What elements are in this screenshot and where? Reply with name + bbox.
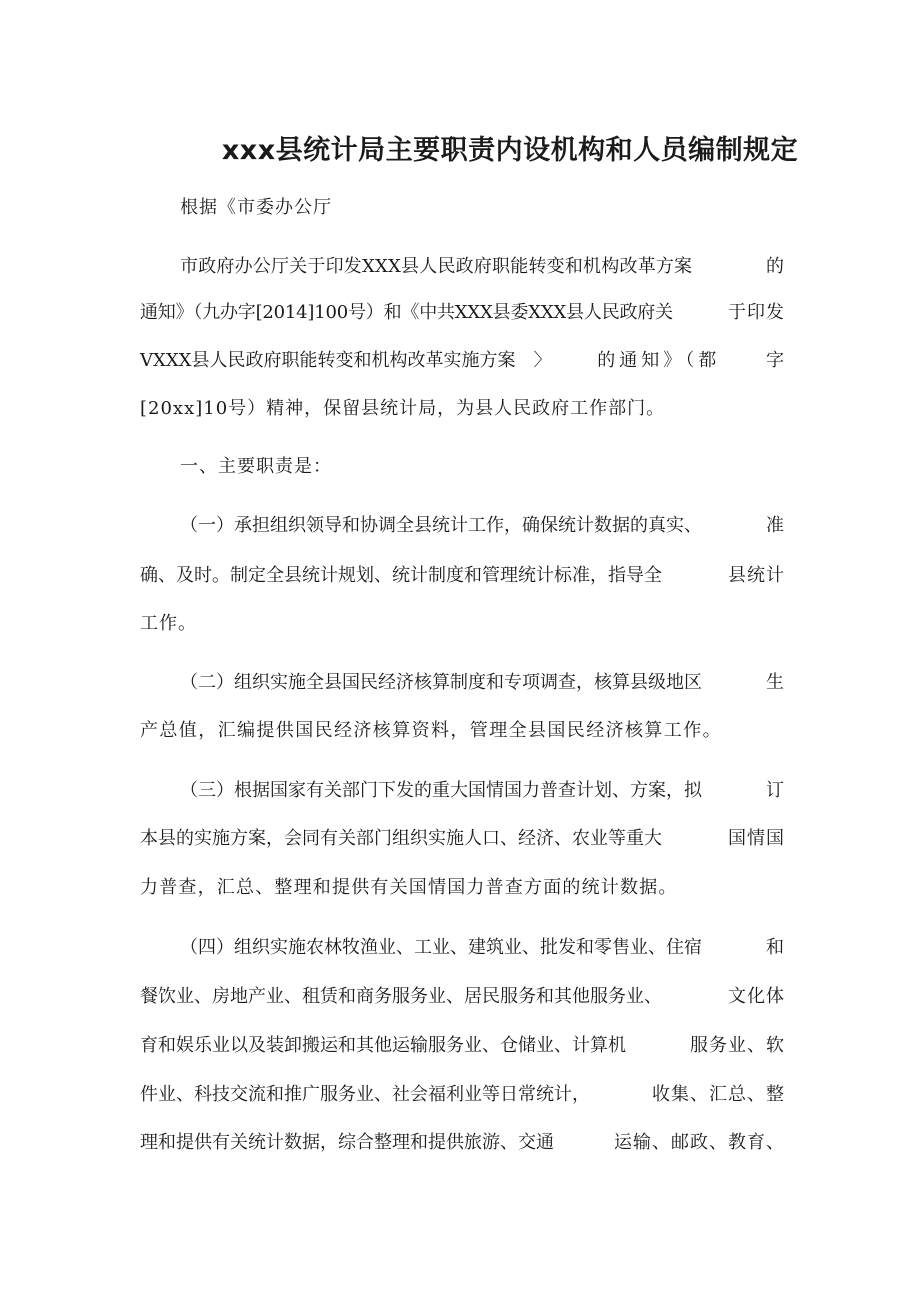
paragraph-line xyxy=(180,936,785,960)
line-end: 生 xyxy=(766,672,785,693)
line-text: （四）组织实施农林牧渔业、工业、建筑业、批发和零售业、住宿 xyxy=(180,937,702,958)
document-title: xxx县统计局主要职责内设机构和人员编制规定 xyxy=(221,135,799,166)
paragraph-line xyxy=(180,255,785,279)
line-end: 于印发 xyxy=(728,302,785,323)
line-text: 理和提供有关统计数据，综合整理和提供旅游、交通 xyxy=(140,1132,554,1153)
line-text: VXXX县人民政府职能转变和机构改革实施方案 〉 xyxy=(140,350,552,371)
line-end: 和 xyxy=(766,937,785,958)
paragraph-line xyxy=(140,349,785,373)
paragraph-line xyxy=(140,397,785,421)
paragraph-line xyxy=(180,779,785,803)
line-text: 件业、科技交流和推广服务业、社会福利业等日常统计， xyxy=(140,1084,590,1105)
paragraph-line xyxy=(140,1131,785,1155)
paragraph-line xyxy=(180,514,785,538)
paragraph-line xyxy=(140,1034,785,1058)
line-end: 字 xyxy=(765,350,785,371)
line-text: 餐饮业、房地产业、租赁和商务服务业、居民服务和其他服务业、 xyxy=(140,986,662,1007)
line-text: 产总值，汇编提供国民经济核算资料，管理全县国民经济核算工作。 xyxy=(140,720,722,741)
line-end: 文化体 xyxy=(728,986,785,1007)
line-text: （一）承担组织领导和协调全县统计工作，确保统计数据的真实、 xyxy=(180,515,702,536)
line-text: 育和娱乐业以及装卸搬运和其他运输服务业、仓储业、计算机 xyxy=(140,1035,626,1056)
line-text: 工作。 xyxy=(140,613,197,634)
line-text: 确、及时。制定全县统计规划、统计制度和管理统计标准，指导全 xyxy=(140,565,662,586)
line-text: （三）根据国家有关部门下发的重大国情国力普查计划、方案，拟 xyxy=(180,780,702,801)
line-end: 县统计 xyxy=(728,565,785,586)
paragraph-line xyxy=(140,564,785,588)
paragraph-line xyxy=(180,671,785,695)
paragraph-line xyxy=(140,719,785,743)
line-end: 服务业、软 xyxy=(690,1035,785,1056)
paragraph-line xyxy=(140,827,785,851)
line-text: （二）组织实施全县国民经济核算制度和专项调查，核算县级地区 xyxy=(180,672,702,693)
line-end: 收集、汇总、整 xyxy=(652,1084,785,1105)
line-end: 的 xyxy=(766,256,785,277)
paragraph-line xyxy=(140,612,785,636)
line-text: [20xx]10号）精神，保留县统计局，为县人民政府工作部门。 xyxy=(140,398,666,419)
line-text: 通知》（九办字[2014]100号）和《中共XXX县委XXX县人民政府关 xyxy=(140,302,673,323)
paragraph-line xyxy=(140,876,785,900)
paragraph-line xyxy=(140,301,785,325)
line-end: 运输、邮政、教育、 xyxy=(614,1132,785,1153)
line-text: 力普查，汇总、整理和提供有关国情国力普查方面的统计数据。 xyxy=(140,877,678,898)
line-text: 市政府办公厅关于印发XXX县人民政府职能转变和机构改革方案 xyxy=(180,256,693,277)
line-end: 准 xyxy=(766,515,785,536)
line-text: 本县的实施方案，会同有关部门组织实施人口、经济、农业等重大 xyxy=(140,828,662,849)
line-end: 国情国 xyxy=(728,828,785,849)
line-end: 订 xyxy=(766,780,785,801)
line-text: 根据《市委办公厅 xyxy=(180,197,332,218)
paragraph-line xyxy=(180,196,785,220)
line-mid: 的通知》（都 xyxy=(597,350,721,371)
paragraph-line xyxy=(140,1083,785,1107)
line-text: 一、主要职责是： xyxy=(180,456,332,477)
section-heading xyxy=(180,455,785,479)
paragraph-line xyxy=(140,985,785,1009)
